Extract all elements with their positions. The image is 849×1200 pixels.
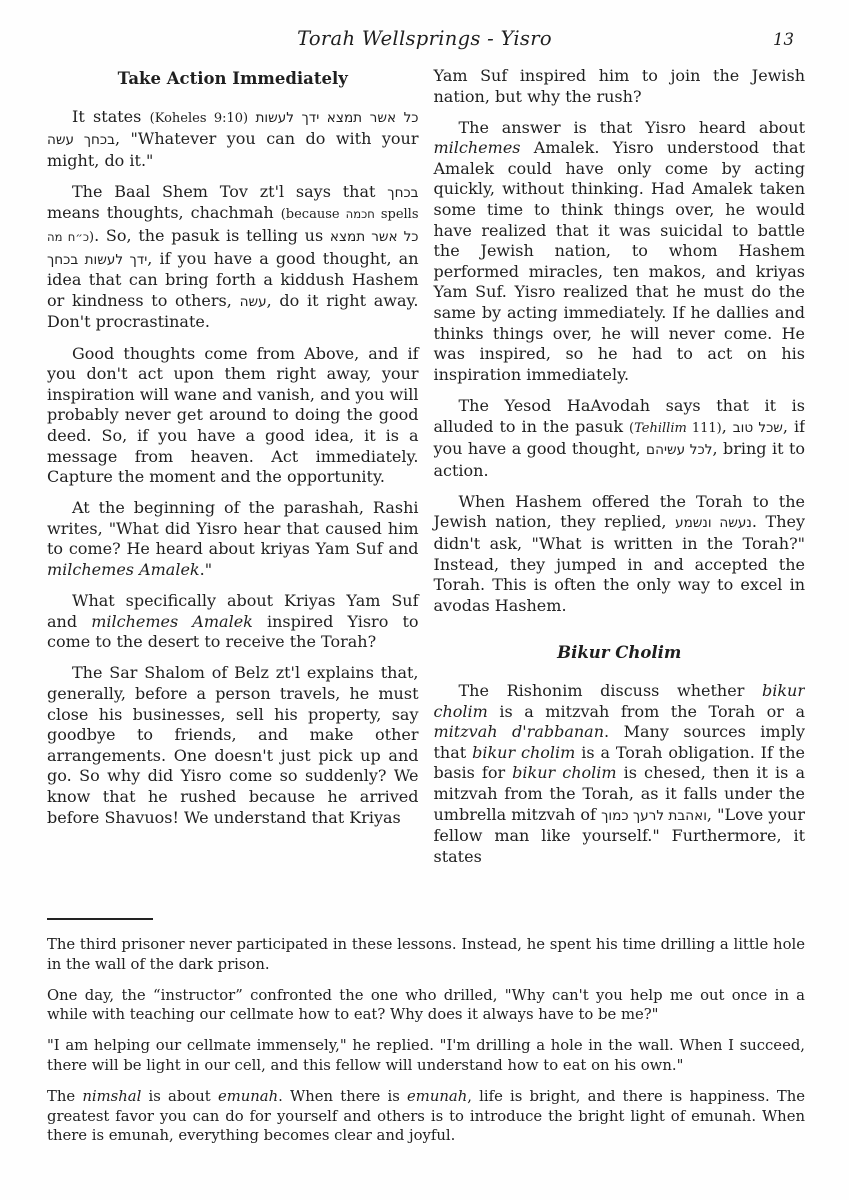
footnote-paragraphs	[47, 935, 805, 1146]
footnote-paragraph	[47, 1036, 805, 1076]
text-segment: The third prisoner never participated in these lessons. Instead, he spent his time drilling a little hole in the wall of the dark prison.	[47, 936, 805, 973]
footnote-separator-rule	[47, 918, 153, 920]
text-segment: "I am helping our cellmate immensely," he replied. "I'm drilling a hole in the wall. When I succeed, there will be light in our cell, and this fellow will understand how to eat on his own."	[47, 1037, 805, 1074]
text-segment: emunah	[407, 1087, 468, 1105]
text-segment: ."	[199, 559, 213, 579]
text-segment: 111)	[686, 420, 722, 436]
text-segment: (because	[280, 207, 346, 223]
text-segment: (	[629, 420, 635, 436]
hebrew-text: ואהבת לרעך כמוך	[601, 807, 707, 824]
section-heading: Take Action Immediately	[117, 69, 348, 88]
body-paragraph	[434, 681, 806, 867]
text-segment: What specifically about Kriyas Yam Suf and	[47, 591, 419, 631]
body-paragraph	[47, 107, 419, 172]
text-segment: When Hashem offered the Torah to the Jewish nation, they replied,	[433, 491, 805, 532]
text-segment: . They didn't ask, "What is written in the Torah?" Instead, they jumped in and accepted the Torah. This is often the only way to excel in avodas Hashem.	[433, 512, 805, 615]
text-segment: , do it right away. Don't procrastinate.	[47, 290, 419, 332]
text-segment: is chesed, then it is a mitzvah from the Torah, as it falls under the umbrella mitzvah of	[433, 763, 805, 824]
hebrew-text: לכל עשיהם	[646, 442, 713, 459]
body-paragraph	[434, 118, 806, 386]
text-segment: bikur cholim	[472, 742, 576, 762]
footnote-section	[47, 918, 805, 1157]
body-paragraph	[434, 396, 806, 481]
body-paragraph	[47, 344, 419, 488]
footnote-paragraph	[47, 986, 805, 1026]
text-segment: . Many sources imply that	[433, 722, 805, 762]
text-segment: nimshal	[82, 1087, 142, 1105]
text-segment: mitzvah d'rabbanan	[433, 722, 605, 742]
hebrew-text: שכל טוב	[732, 419, 783, 436]
text-segment: ,	[721, 416, 733, 436]
body-paragraph	[47, 182, 419, 333]
text-segment: , "Love your fellow man like yourself." Furthermore, it states	[433, 804, 805, 866]
hebrew-text: בכחך	[387, 184, 419, 201]
body-paragraph	[434, 492, 806, 617]
text-segment: spells	[374, 207, 419, 223]
column-left	[47, 66, 419, 924]
text-segment: milchemes	[433, 138, 521, 158]
text-segment: At the beginning of the parashah, Rashi writes, "What did Yisro hear that caused him to come? He heard about kriyas Yam Suf and	[47, 498, 419, 559]
text-segment: The	[47, 1087, 83, 1105]
page-number: 13	[773, 30, 794, 49]
hebrew-text: כל אשר תמצא ידך לעשות בכחך	[47, 229, 419, 268]
text-segment: bikur cholim	[433, 680, 805, 721]
text-segment: The Sar Shalom of Belz zt'l explains that, generally, before a person travels, he must close his businesses, sell his property, say goodbye to friends, and make other arrangements. One doesn't just pick up and go. So why did Yisro come so suddenly? We know that he rushed because he arrived before Shavuos! We understand that Kriyas	[47, 663, 419, 827]
text-segment: milchemes Amalek	[91, 611, 253, 631]
text-segment: bikur cholim	[512, 763, 617, 783]
text-segment: . When there is	[278, 1087, 408, 1105]
text-segment: It states	[72, 106, 150, 126]
body-paragraph	[47, 498, 419, 580]
body-columns	[47, 66, 805, 924]
text-segment: The answer is that Yisro heard about	[458, 117, 805, 137]
hebrew-text: עשה	[239, 293, 267, 310]
text-segment: The Rishonim discuss whether	[458, 680, 762, 700]
text-segment: (Koheles 9:10)	[149, 110, 256, 126]
text-segment: The Yesod HaAvodah says that it is alluded to in the pasuk	[433, 395, 805, 436]
hebrew-text: כ״ח מה	[47, 230, 89, 245]
section-heading: Bikur Cholim	[557, 643, 682, 663]
hebrew-text: כל אשר תמצא ידך לעשות בכחך עשה	[47, 109, 419, 149]
hebrew-text: נעשה ונשמע	[675, 515, 752, 532]
text-segment: Amalek. Yisro understood that Amalek could have only come by acting quickly, without thinking. Had Amalek taken some time to think things over, he would have realized that it was suicidal to battle the Jewish nation, to whom Hashem performed miracles, ten makos, and kriyas Yam Suf. Yisro realized that he must do the same by acting immediately. If he dallies and thinks things over, he will never come. He was inspired, so he had to act on his inspiration immediately.	[433, 138, 805, 384]
text-segment: , if you have a good thought, an idea that can bring forth a kiddush Hashem or kindness to others,	[47, 248, 419, 310]
text-segment: , bring it to action.	[433, 439, 805, 480]
text-segment: . So, the pasuk is telling us	[94, 226, 330, 246]
text-segment: is a Torah obligation. If the basis for	[433, 742, 805, 783]
footnote-paragraph	[47, 935, 805, 975]
footnote-paragraph	[47, 1087, 805, 1146]
text-segment: means thoughts, chachmah	[47, 203, 281, 223]
text-segment: is a mitzvah from the Torah or a	[487, 701, 805, 721]
body-paragraph	[47, 591, 419, 653]
text-segment: , "Whatever you can do with your might, do it."	[47, 129, 419, 170]
hebrew-text: חכמה	[345, 207, 375, 222]
text-segment: Tehillim	[634, 420, 687, 436]
text-segment: inspired Yisro to come to the desert to receive the Torah?	[47, 611, 419, 652]
text-segment: is about	[141, 1087, 218, 1105]
text-segment: , if you have a good thought,	[433, 416, 805, 459]
text-segment: milchemes Amalek	[47, 559, 200, 579]
page-header	[0, 0, 849, 50]
column-right	[434, 66, 806, 924]
text-segment: emunah	[217, 1087, 279, 1105]
text-segment: Yam Suf inspired him to join the Jewish nation, but why the rush?	[433, 66, 805, 106]
page-title: Torah Wellsprings - Yisro	[297, 27, 552, 50]
body-paragraph	[47, 663, 419, 828]
text-segment: Good thoughts come from Above, and if you don't act upon them right away, your inspiration will wane and vanish, and you will probably never get around to doing the good deed. So, if you have a good idea, it is a message from heaven. Act immediately. Capture the moment and the opportunity.	[47, 343, 419, 487]
text-segment: One day, the “instructor” confronted the one who drilled, "Why can't you help me out once in a while with teaching our cellmate how to eat? Why does it always have to be me?"	[47, 986, 805, 1024]
text-segment: , life is bright, and there is happiness. The greatest favor you can do for yourself and others is to introduce the bright light of emunah. When there is emunah, everything becomes clear and joyful.	[47, 1087, 805, 1145]
body-paragraph	[434, 66, 806, 107]
text-segment: )	[88, 230, 95, 246]
text-segment: The Baal Shem Tov zt'l says that	[72, 181, 388, 201]
